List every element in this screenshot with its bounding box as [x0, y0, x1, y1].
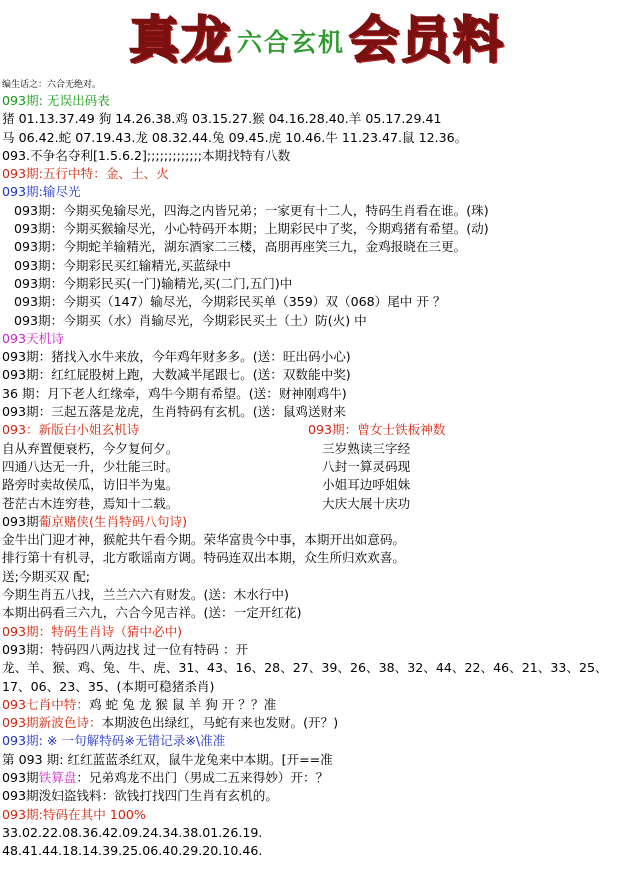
- heading-one-sentence: 093期: ※ 一句解特码※无错记录※\准准: [2, 733, 226, 749]
- poem-line: 自从弃置便衰朽，今夕复何夕。: [2, 440, 179, 456]
- text-line: 093.不争名夺利[1.5.6.2];;;;;;;;;;;;;本期找特有八数: [2, 147, 291, 163]
- iron-abacus-title: 铁算盘: [38, 769, 77, 785]
- text-line: 第 093 期: 红红蓝蓝杀红双，鼠牛龙兔来中本期。[开==准: [2, 751, 333, 767]
- text-line: 093期：红红屁股树上跑，大数减半尾跟七。(送：双数能中奖): [2, 367, 351, 383]
- gambler-poem-title: 葡京赌侠(生肖特码八句诗): [38, 513, 187, 529]
- text-line: 093期：今期买（水）肖输尽光，今期彩民买土（土）防(火) 中: [14, 312, 367, 328]
- text-line: 093期：特码四八两边找 过一位有特码 ：开: [2, 641, 249, 657]
- text-line: 093期泼妇盗钱料：欲钱打找四门生肖有玄机的。: [2, 788, 278, 804]
- text-line: 093期：三起五落是龙虎，生肖特码有玄机。(送：鼠鸡送财来: [2, 404, 346, 420]
- text-line: 093期：今期买（147）输尽光，今期彩民买单（359）双（068）尾中 开 ？: [14, 294, 446, 310]
- heading-gambler-poem: [2, 513, 632, 531]
- text-line: 093期：今期买兔输尽光，四海之内皆兄弟；一家更有十二人，特码生肖看在谁。(珠): [14, 202, 489, 218]
- heading-special-code: 093期:特码在其中 100%: [2, 806, 146, 822]
- text-line: 本期出码看三六九，六合今见吉祥。(送：一定开红花): [2, 605, 302, 621]
- heading-five-elements: 093期:五行中特：金、土、火: [2, 166, 169, 182]
- text-line: 今期生肖五八找，兰兰六六有财发。(送：木水行中): [2, 587, 289, 603]
- number-list-line: 48.41.44.18.14.39.25.06.40.29.20.10.46.: [2, 843, 263, 859]
- text-line: 093期：今期买猴输尽光，小心特码开本期；上期彩民中了奖，今期鸡猪有希望。(动): [14, 221, 489, 237]
- wave-color-label: 093期新波色诗：: [2, 715, 102, 731]
- poem-line: 路旁时卖故侯瓜，访旧半为鬼。: [2, 477, 179, 493]
- text-line: 排行第十有机寻，北方歌谣南方调。特码连双出本期，众生所归欢欢喜。: [2, 550, 405, 566]
- zodiac-number-table-row-2: 马 06.42.蛇 07.19.43.龙 08.32.44.兔 09.45.虎 10.46.牛 11.23.47.鼠 12.36。: [2, 129, 468, 145]
- text-line: 17、06、23、35、(本期可稳猪杀肖): [2, 678, 215, 694]
- heading-lose-all: 093期:输尽光: [2, 184, 81, 200]
- two-column-row: [2, 495, 632, 513]
- seven-zodiac-label: 093七肖中特：: [2, 696, 90, 712]
- text-line: 龙、羊、猴、鸡、兔、牛、虎、31、43、16、28、27、39、26、38、32、44、22、46、21、33、25、: [2, 660, 608, 676]
- heading-seven-zodiac: [2, 696, 632, 714]
- poem-line: 四通八达无一升，少壮能三时。: [2, 458, 179, 474]
- iron-board-line: 大庆大展十庆功: [322, 495, 411, 511]
- text-line: 093期：今期彩民买(一门)输精光,买(二门,五门)中: [14, 275, 293, 291]
- heading-iron-abacus: [2, 769, 632, 787]
- page-banner: [0, 0, 634, 72]
- iron-board-line: 三岁熟读三字经: [322, 440, 411, 456]
- text-line: 36 期：月下老人红缘牵，鸡牛今期有希望。(送：财神刚鸡牛): [2, 385, 347, 401]
- poem-line: 苍茫古木连穷巷，焉知十二载。: [2, 495, 179, 511]
- number-list-line: 33.02.22.08.36.42.09.24.34.38.01.26.19.: [2, 824, 263, 840]
- banner-title-part1: 真龙: [128, 11, 233, 69]
- banner-title-part3: 会员料: [349, 11, 505, 69]
- heading-wave-color: [2, 714, 632, 732]
- text-line: 093期：今期蛇羊输精光，湖东酒家二三楼，高朋再座笑三九，金鸡报晓在三更。: [14, 239, 467, 255]
- iron-board-line: 小姐耳边呼姐妹: [322, 477, 411, 493]
- document-body: [2, 78, 632, 860]
- zodiac-number-table-row-1: 猪 01.13.37.49 狗 14.26.38.鸡 03.15.27.猴 04.16.28.40.羊 05.17.29.41: [2, 111, 442, 127]
- seven-zodiac-values: 鸡 蛇 兔 龙 猴 鼠 羊 狗 开 ？？准: [89, 696, 277, 712]
- text-line: 093期：猪找入水牛来放，今年鸡年财多多。(送：旺出码小心): [2, 349, 351, 365]
- two-column-row: [2, 440, 632, 458]
- two-column-row: [2, 458, 632, 476]
- iron-abacus-text: ：兄弟鸡龙不出门（男成二五来得妙）开：？: [76, 769, 329, 785]
- period-label: 093期: [2, 769, 39, 785]
- text-line: 金牛出门迎才神，猴舵共午看今期。荣华富贵今中事，本期开出如意码。: [2, 532, 405, 548]
- two-column-row: [2, 476, 632, 494]
- heading-iron-board: 093期：曾女士铁板神数: [308, 422, 446, 438]
- banner-title-part2: 六合玄机: [236, 28, 345, 57]
- iron-board-line: 八封一算灵码现: [322, 458, 411, 474]
- wave-color-text: 本期波色出绿红，马蛇有来也发财。(开？): [101, 715, 339, 731]
- text-line: 送;今期买双 配;: [2, 568, 91, 584]
- note-line: 编生话之：六合无绝对。: [2, 80, 102, 90]
- two-column-headings: [2, 421, 632, 439]
- heading-no-error-table: 093期: 无误出码表: [2, 93, 110, 108]
- heading-heaven-poem: 093天机诗: [2, 330, 64, 346]
- period-label: 093期: [2, 513, 39, 529]
- heading-zodiac-poem: 093期：特码生肖诗（猜中必中): [2, 623, 183, 639]
- heading-white-lady-poem: 093：新版白小姐玄机诗: [2, 422, 140, 438]
- text-line: 093期：今期彩民买红输精光,买蓝绿中: [14, 257, 231, 273]
